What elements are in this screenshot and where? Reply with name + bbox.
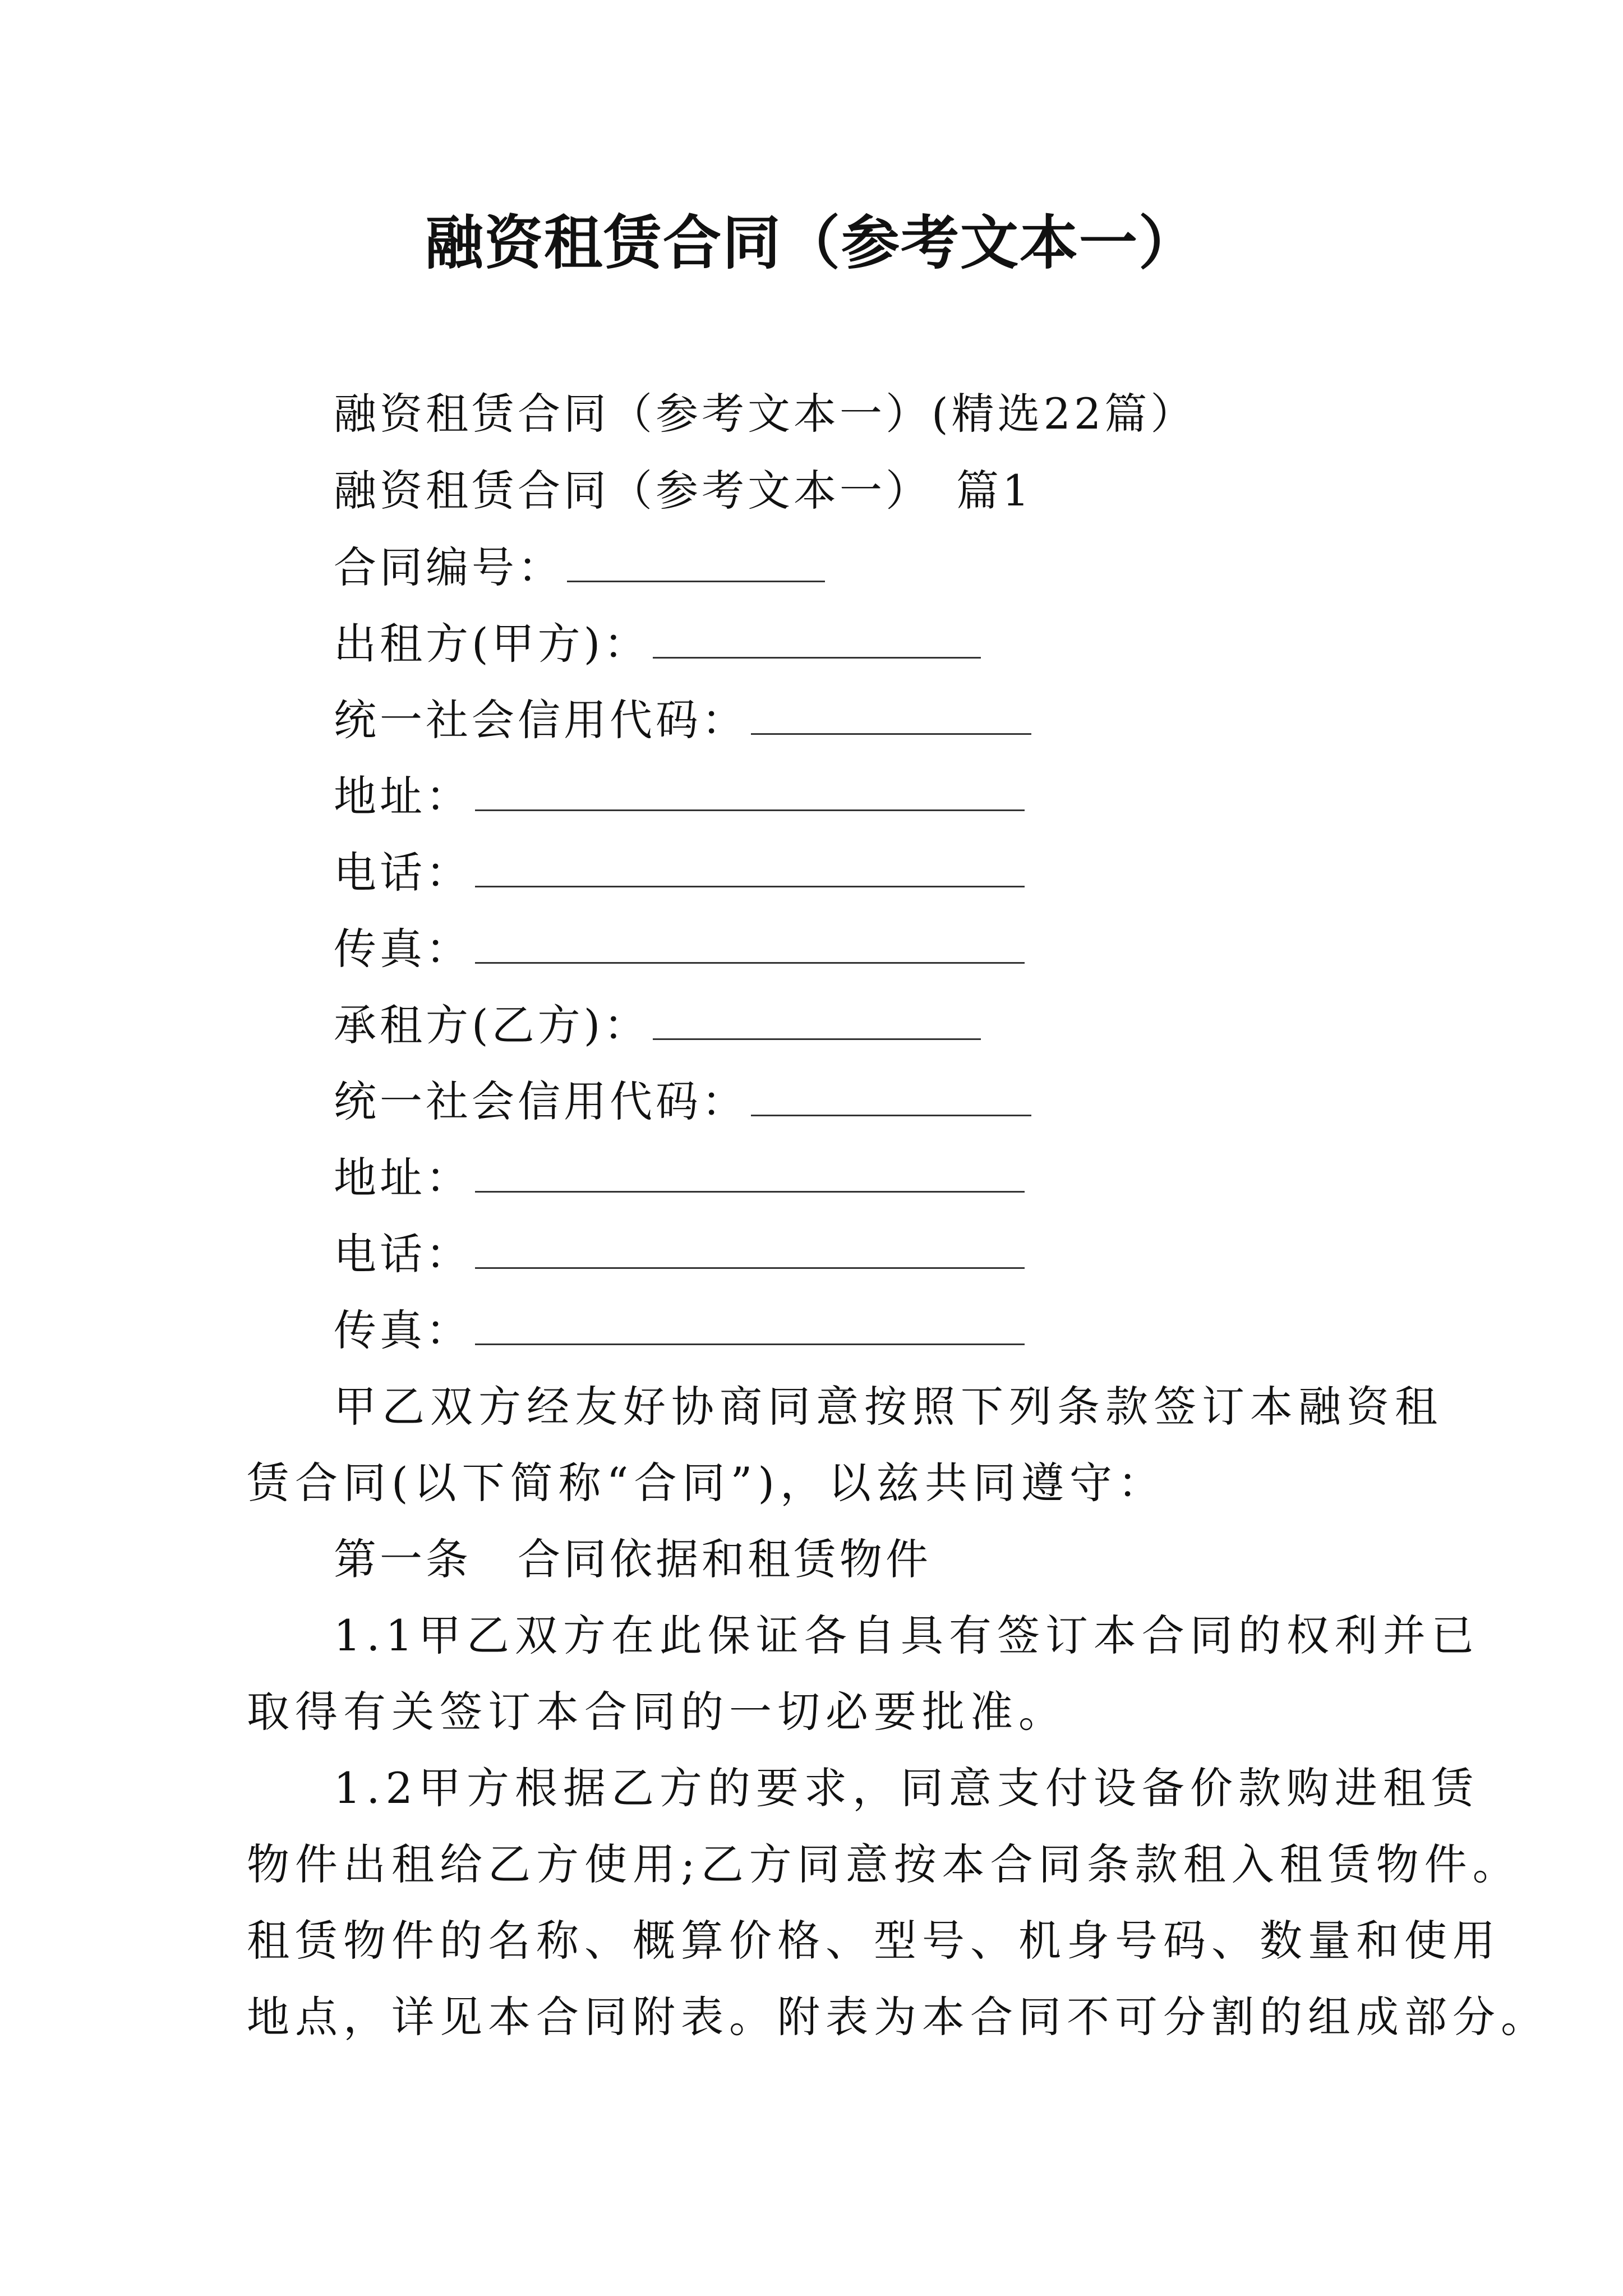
document-title: 融资租赁合同（参考文本一） <box>425 209 1198 277</box>
lessee-credit-code-field <box>334 1074 1031 1130</box>
lessor-phone-blank <box>475 846 1025 887</box>
lessor-credit-code-label: 统一社会信用代码： <box>334 695 748 745</box>
lessor-phone-label: 电话： <box>334 848 472 898</box>
lessee-fax-field <box>334 1303 1025 1359</box>
lessor-credit-code-field <box>334 692 1031 748</box>
section-heading: 融资租赁合同（参考文本一） 篇1 <box>334 466 1033 516</box>
clause-1-2-line-4: 地点，详见本合同附表。附表为本合同不可分割的组成部分。 <box>247 1992 1549 2042</box>
contract-number-label: 合同编号： <box>334 542 564 592</box>
lessee-blank <box>653 999 981 1040</box>
lessor-address-blank <box>475 770 1025 811</box>
lessor-label: 出租方(甲方)： <box>334 619 650 669</box>
document-subtitle: 融资租赁合同（参考文本一）(精选22篇） <box>334 389 1197 439</box>
lessee-fax-blank <box>475 1304 1025 1345</box>
lessor-address-label: 地址： <box>334 771 472 821</box>
lessor-blank <box>653 618 981 659</box>
lessee-fax-label: 传真： <box>334 1305 472 1355</box>
lessee-address-blank <box>475 1152 1025 1193</box>
lessor-field <box>334 616 981 672</box>
lessor-address-field <box>334 769 1025 825</box>
lessor-fax-field <box>334 921 1025 977</box>
clause-1-2-line-1: 1.2甲方根据乙方的要求，同意支付设备价款购进租赁 <box>334 1763 1479 1813</box>
lessee-address-label: 地址： <box>334 1153 472 1203</box>
lessee-credit-code-blank <box>751 1075 1031 1116</box>
intro-line-2: 赁合同(以下简称“合同”)，以兹共同遵守： <box>247 1458 1166 1508</box>
clause-1-1-line-2: 取得有关签订本合同的一切必要批准。 <box>247 1687 1067 1737</box>
clause-1-2-line-2: 物件出租给乙方使用;乙方同意按本合同条款租入租赁物件。 <box>247 1839 1521 1889</box>
lessee-credit-code-label: 统一社会信用代码： <box>334 1076 748 1126</box>
lessee-field <box>334 997 981 1053</box>
lessor-phone-field <box>334 845 1025 901</box>
lessor-credit-code-blank <box>751 694 1031 735</box>
contract-number-field <box>334 540 825 596</box>
lessee-phone-field <box>334 1226 1025 1282</box>
lessor-fax-blank <box>475 923 1025 964</box>
lessee-phone-label: 电话： <box>334 1229 472 1279</box>
lessee-label: 承租方(乙方)： <box>334 1000 650 1050</box>
lessee-phone-blank <box>475 1228 1025 1269</box>
clause-1-1-line-1: 1.1甲乙双方在此保证各自具有签订本合同的权利并已 <box>334 1611 1479 1660</box>
clause-1-2-line-3: 租赁物件的名称、概算价格、型号、机身号码、数量和使用 <box>247 1916 1501 1966</box>
intro-line-1: 甲乙双方经友好协商同意按照下列条款签订本融资租 <box>334 1382 1443 1432</box>
contract-number-blank <box>567 541 825 582</box>
lessor-fax-label: 传真： <box>334 924 472 974</box>
article-1-heading: 第一条 合同依据和租赁物件 <box>334 1534 932 1584</box>
lessee-address-field <box>334 1150 1025 1206</box>
